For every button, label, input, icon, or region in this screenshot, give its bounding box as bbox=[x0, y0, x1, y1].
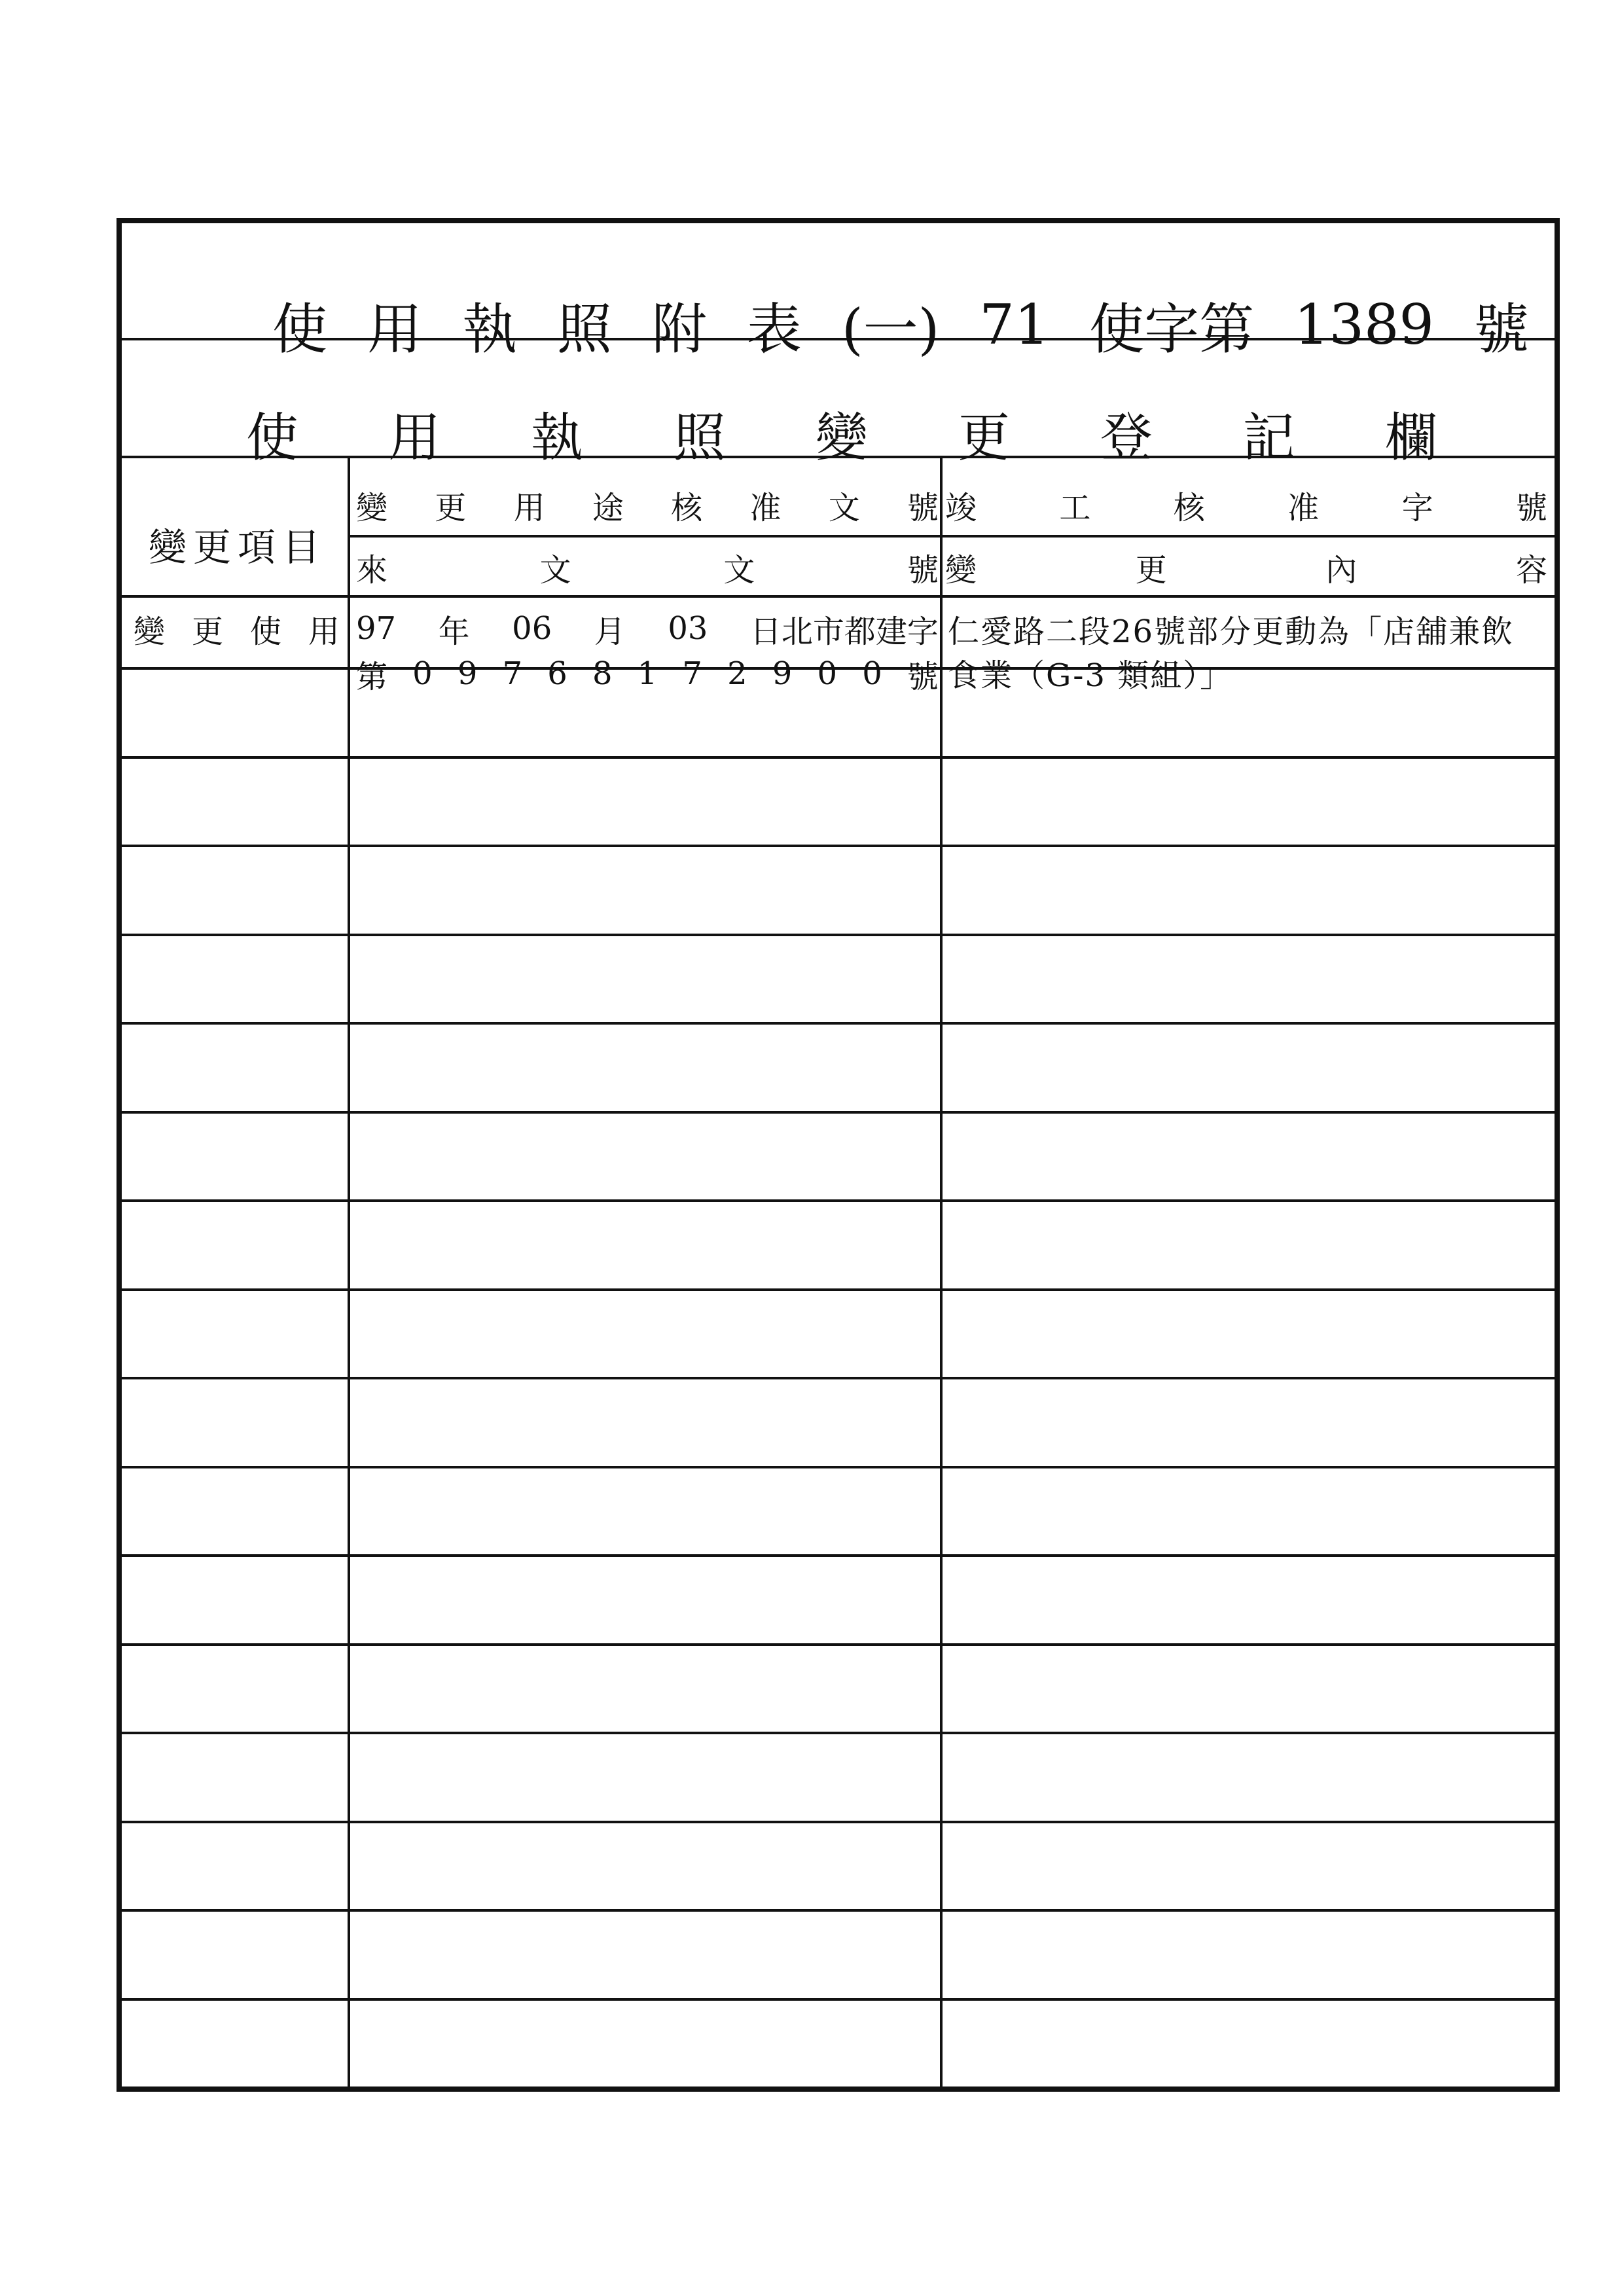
entry-doc1-char: 06 bbox=[512, 610, 552, 647]
entry-doc2-char: 7 bbox=[502, 655, 523, 692]
subtitle-char: 使 bbox=[246, 407, 298, 468]
entry-doc2-char: 0 bbox=[862, 655, 882, 692]
change-item-header: 變更項目 bbox=[148, 525, 327, 570]
entry-item-char: 用 bbox=[308, 613, 340, 650]
row-divider bbox=[122, 1732, 1555, 1734]
entry-item-char: 使 bbox=[249, 613, 281, 650]
entry-doc2-char: 0 bbox=[412, 655, 433, 692]
row-divider bbox=[122, 1022, 1555, 1025]
approval-header-char: 途 bbox=[592, 489, 624, 526]
completion-header-char: 准 bbox=[1287, 489, 1320, 526]
subtitle-char: 變 bbox=[816, 407, 868, 468]
entry-doc1-char: 月 bbox=[594, 613, 626, 650]
approval-header-char: 准 bbox=[749, 489, 782, 526]
entry-doc-number-line1 bbox=[356, 605, 939, 652]
content-header-char: 更 bbox=[1135, 551, 1167, 589]
completion-approval-number-header bbox=[945, 479, 1547, 531]
approval-header-char: 核 bbox=[671, 489, 703, 526]
row-divider bbox=[122, 1288, 1555, 1291]
title-char: 執 bbox=[461, 297, 517, 361]
approval-doc-number-header bbox=[356, 479, 939, 531]
completion-header-char: 竣 bbox=[945, 489, 977, 526]
form-title bbox=[272, 289, 1529, 361]
header-bottom-divider bbox=[122, 595, 1555, 598]
title-char: 附 bbox=[651, 297, 707, 361]
title-divider bbox=[122, 338, 1555, 340]
entry-doc1-char: 97 bbox=[356, 610, 397, 647]
entry-item-char: 更 bbox=[191, 613, 223, 650]
title-char: 使 bbox=[272, 297, 328, 361]
incoming-header-char: 號 bbox=[907, 551, 939, 589]
entry-doc1-char: 日北市都建字 bbox=[749, 613, 939, 650]
title-char: 表 bbox=[746, 297, 802, 361]
entry-doc2-char: 9 bbox=[457, 655, 478, 692]
subtitle-char: 更 bbox=[958, 407, 1011, 468]
entry-doc2-char: 6 bbox=[547, 655, 567, 692]
content-column-divider bbox=[940, 456, 943, 2086]
entry-change-content-line2: 食業（G-3 類組）」 bbox=[948, 657, 1233, 694]
entry-doc2-char: 9 bbox=[772, 655, 793, 692]
subtitle-divider bbox=[122, 456, 1555, 458]
entry-change-content-line1: 仁愛路二段26號部分更動為「店舖兼飲 bbox=[948, 613, 1515, 650]
row-divider bbox=[122, 1821, 1555, 1823]
title-char: (一) bbox=[841, 297, 940, 361]
title-char: 照 bbox=[556, 297, 612, 361]
approval-header-char: 變 bbox=[356, 489, 388, 526]
completion-header-char: 核 bbox=[1173, 489, 1205, 526]
entry-doc2-char: 7 bbox=[682, 655, 702, 692]
approval-header-char: 號 bbox=[907, 489, 939, 526]
row-divider bbox=[122, 1643, 1555, 1646]
usage-permit-change-form bbox=[117, 218, 1560, 2092]
incoming-header-char: 文 bbox=[539, 551, 571, 589]
entry-doc2-char: 2 bbox=[727, 655, 747, 692]
row-divider bbox=[122, 1111, 1555, 1114]
row-divider bbox=[122, 1199, 1555, 1202]
incoming-header-char: 文 bbox=[723, 551, 755, 589]
title-char: 71 bbox=[979, 293, 1050, 357]
row-divider bbox=[122, 1466, 1555, 1468]
row-divider bbox=[122, 1554, 1555, 1557]
content-header-char: 變 bbox=[945, 551, 977, 589]
row-divider bbox=[122, 1909, 1555, 1912]
subtitle-char: 照 bbox=[673, 407, 726, 468]
entry-doc2-char: 號 bbox=[907, 658, 939, 695]
title-char: 用 bbox=[367, 297, 422, 361]
entry-doc1-char: 03 bbox=[668, 610, 708, 647]
approval-header-char: 更 bbox=[435, 489, 467, 526]
content-header-char: 內 bbox=[1325, 551, 1357, 589]
incoming-doc-number-header bbox=[356, 541, 939, 593]
subtitle-char: 欄 bbox=[1385, 407, 1437, 468]
content-header-char: 容 bbox=[1515, 551, 1547, 589]
completion-header-char: 工 bbox=[1059, 489, 1091, 526]
entry-doc-number-line2 bbox=[356, 650, 939, 697]
row-divider bbox=[122, 1998, 1555, 2001]
entry-item-char: 變 bbox=[134, 613, 166, 650]
row-divider bbox=[122, 667, 1555, 670]
approval-header-char: 用 bbox=[513, 489, 545, 526]
subtitle-char: 用 bbox=[388, 407, 441, 468]
title-char: 號 bbox=[1473, 297, 1529, 361]
title-char: 1389 bbox=[1294, 293, 1434, 357]
entry-doc2-char: 第 bbox=[356, 658, 388, 695]
incoming-header-char: 來 bbox=[356, 551, 388, 589]
completion-header-char: 號 bbox=[1515, 489, 1547, 526]
item-column-divider bbox=[348, 456, 350, 2086]
entry-doc2-char: 1 bbox=[637, 655, 658, 692]
subtitle-char: 登 bbox=[1100, 407, 1153, 468]
row-divider bbox=[122, 1377, 1555, 1379]
entry-doc2-char: 8 bbox=[592, 655, 613, 692]
completion-header-char: 字 bbox=[1401, 489, 1433, 526]
row-divider bbox=[122, 756, 1555, 759]
entry-doc2-char: 0 bbox=[817, 655, 838, 692]
approval-header-char: 文 bbox=[828, 489, 860, 526]
subtitle-char: 記 bbox=[1242, 407, 1295, 468]
subtitle-char: 執 bbox=[531, 407, 583, 468]
header-mid-divider bbox=[348, 535, 1555, 538]
row-divider bbox=[122, 845, 1555, 847]
title-char: 使字第 bbox=[1089, 297, 1255, 361]
entry-change-item bbox=[134, 605, 340, 652]
change-content-header bbox=[945, 541, 1547, 593]
entry-doc1-char: 年 bbox=[438, 613, 470, 650]
row-divider bbox=[122, 934, 1555, 936]
